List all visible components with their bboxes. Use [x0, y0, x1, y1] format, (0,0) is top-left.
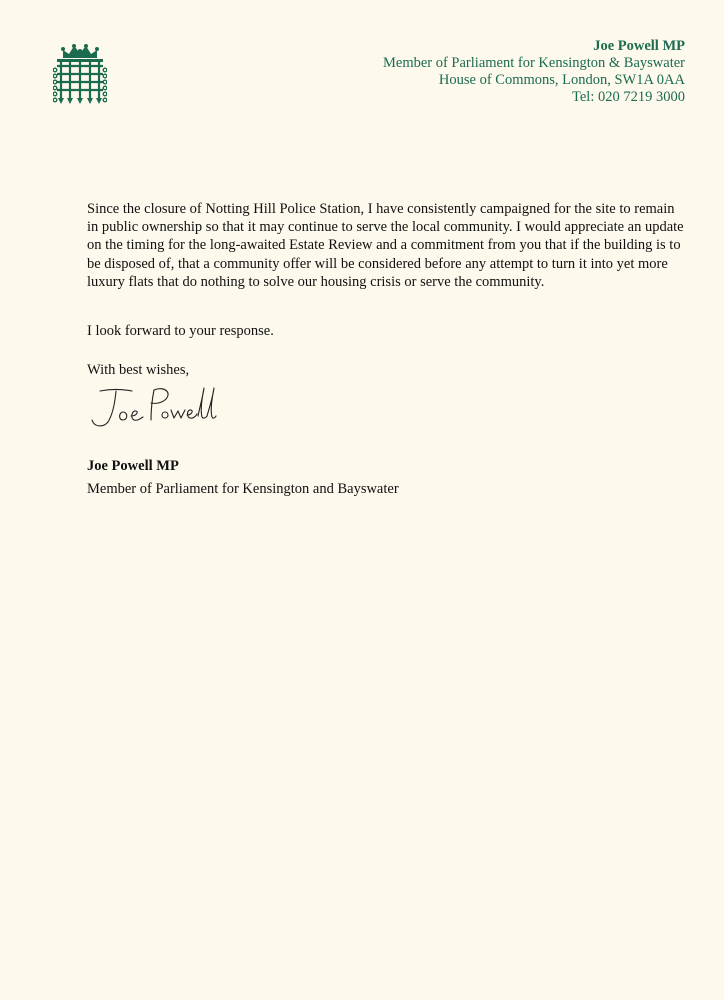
closing-paragraph: I look forward to your response.: [87, 323, 274, 339]
body-paragraph: Since the closure of Notting Hill Police Station, I have consistently campaigned for the site to remain in public ownership so that it may continue to serve the local community. I would appreciate an update on the timing for the long-awaited Estate Review and a commitment from you that if the building is to be disposed of, that a community offer will be considered before any attempt to turn it into yet more luxury flats that do nothing to solve our housing crisis or serve the community.: [87, 201, 684, 290]
portcullis-icon: [53, 44, 107, 108]
signatory-title: Member of Parliament for Kensington and Bayswater: [87, 481, 399, 497]
letterhead-role: Member of Parliament for Kensington & Bayswater: [382, 55, 685, 71]
signatory-name: Joe Powell MP: [87, 458, 179, 474]
letter-body: [87, 200, 687, 291]
letterhead-phone: Tel: 020 7219 3000: [572, 89, 685, 105]
letterhead-name: Joe Powell MP: [593, 38, 685, 54]
letterhead-address: House of Commons, London, SW1A 0AA: [438, 72, 685, 88]
letterhead: [383, 38, 685, 106]
signoff: With best wishes,: [87, 362, 190, 378]
handwritten-signature: [86, 382, 218, 432]
